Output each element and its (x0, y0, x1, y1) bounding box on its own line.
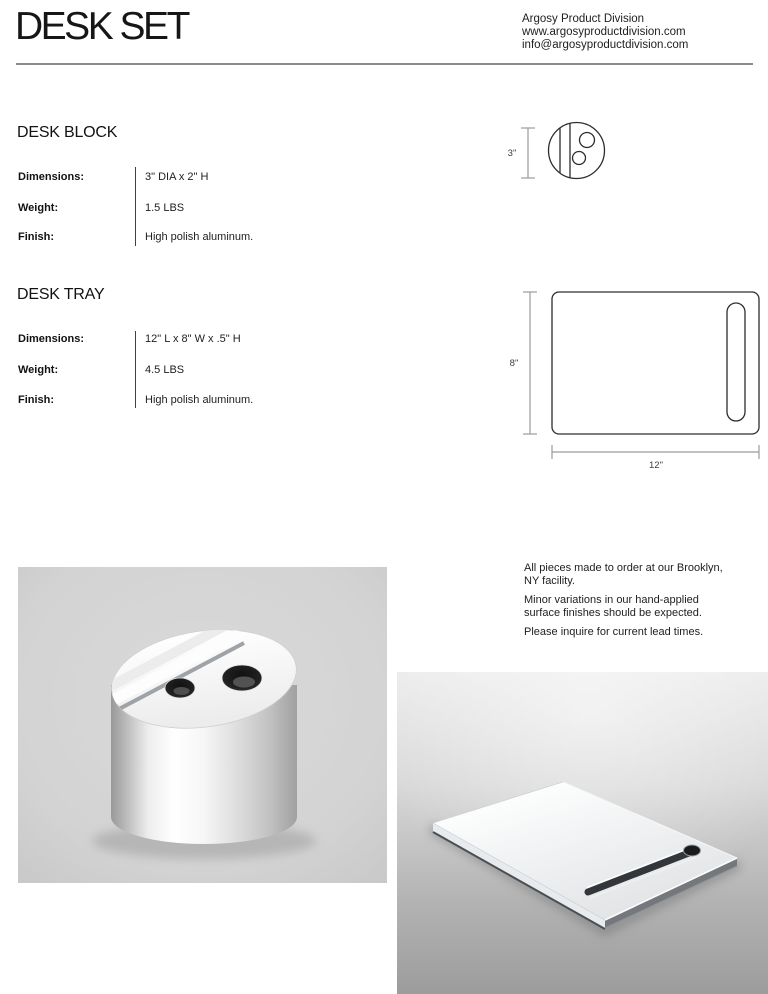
spec-label-dimensions: Dimensions: (18, 333, 85, 345)
header-divider (16, 63, 753, 65)
dimension-line-12in (552, 445, 759, 459)
spec-label-dimensions: Dimensions: (18, 171, 85, 183)
company-info (522, 13, 688, 52)
spec-divider-line (135, 167, 136, 246)
page-title: DESK SET (15, 5, 188, 48)
block-outline (549, 123, 605, 179)
section-heading-desk-block: DESK BLOCK (17, 124, 118, 141)
spec-label-finish: Finish: (18, 231, 55, 243)
section-heading-desk-tray: DESK TRAY (17, 286, 105, 303)
spec-label-weight: Weight: (18, 202, 59, 214)
company-email: info@argosyproductdivision.com (522, 39, 689, 51)
dimension-line-3in (521, 128, 535, 178)
desk-block-drawing (498, 114, 628, 192)
desk-block-photo (18, 567, 387, 883)
spec-label-finish: Finish: (18, 394, 55, 406)
company-website: www.argosyproductdivision.com (522, 26, 686, 38)
spec-value-finish: High polish aluminum. (145, 231, 254, 243)
note-lead-times: Please inquire for current lead times. (524, 626, 704, 638)
spec-label-weight: Weight: (18, 364, 59, 376)
desk-tray-drawing (498, 284, 768, 476)
spec-value-dimensions: 3" DIA x 2" H (145, 171, 209, 183)
dimension-label-height: 8" (509, 358, 519, 369)
spec-value-weight: 4.5 LBS (145, 364, 185, 376)
dimension-label-width: 12" (649, 460, 663, 471)
spec-value-finish: High polish aluminum. (145, 394, 254, 406)
spec-divider-line (135, 331, 136, 408)
dimension-label-height: 3" (507, 148, 517, 159)
groove-end-hole (684, 845, 701, 856)
spec-value-weight: 1.5 LBS (145, 202, 185, 214)
note-made-to-order: All pieces made to order at our Brooklyn, NY facility. (524, 562, 723, 587)
dimension-line-8in (523, 292, 537, 434)
spec-value-dimensions: 12" L x 8" W x .5" H (145, 333, 241, 345)
tray-outline (552, 292, 759, 434)
production-notes (524, 562, 729, 645)
desk-tray-photo (397, 672, 768, 994)
note-variations: Minor variations in our hand-applied surface finishes should be expected. (524, 594, 702, 619)
company-name: Argosy Product Division (522, 13, 645, 25)
